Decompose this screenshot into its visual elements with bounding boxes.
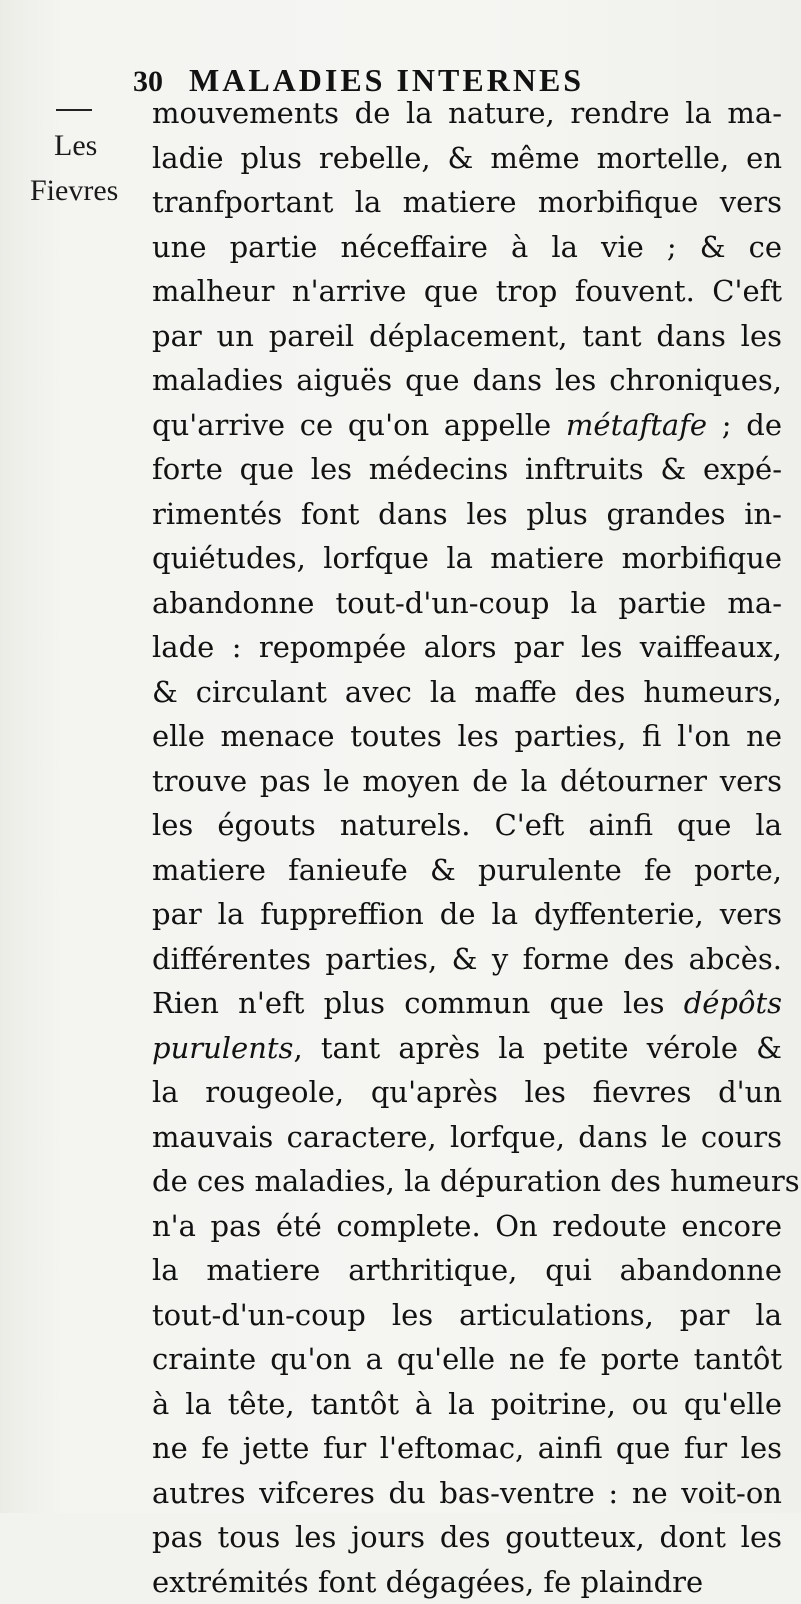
text-line bbox=[152, 492, 782, 537]
text-segment: maladies aiguës que dans les chroniques, bbox=[152, 363, 782, 397]
text-segment: quiétudes, lorfque la matiere morbifique bbox=[152, 541, 782, 575]
text-line bbox=[152, 91, 782, 136]
text-segment: par la fuppreffion de la dyffenterie, vers bbox=[152, 897, 782, 931]
text-line bbox=[152, 225, 782, 270]
text-segment: à la tête, tantôt à la poitrine, ou qu'elle bbox=[152, 1387, 782, 1421]
text-segment: n'a pas été complete. On redoute encore bbox=[152, 1209, 782, 1243]
text-line bbox=[152, 1426, 782, 1471]
text-segment: rimentés font dans les plus grandes in- bbox=[152, 497, 782, 531]
text-segment: ne fe jette fur l'eftomac, ainfi que fur les bbox=[152, 1431, 782, 1465]
text-segment: mauvais caractere, lorfque, dans le cours bbox=[152, 1120, 782, 1154]
text-segment: qu'arrive ce qu'on appelle bbox=[152, 408, 566, 442]
text-segment: la matiere arthritique, qui abandonne bbox=[152, 1253, 782, 1287]
text-segment: crainte qu'on a qu'elle ne fe porte tantôt bbox=[152, 1342, 782, 1376]
text-segment: Rien n'eft plus commun que les bbox=[152, 986, 684, 1020]
text-segment: ; de bbox=[707, 408, 782, 442]
text-line bbox=[152, 1204, 782, 1249]
text-line bbox=[152, 937, 782, 982]
text-line bbox=[152, 314, 782, 359]
margin-rule bbox=[56, 109, 92, 111]
text-segment: la rougeole, qu'après les fievres d'un bbox=[152, 1075, 782, 1109]
text-line bbox=[152, 180, 782, 225]
text-segment: extrémités font dégagées, fe plaindre bbox=[152, 1565, 703, 1599]
italic-text: métaftafe bbox=[566, 408, 707, 442]
text-line bbox=[152, 981, 782, 1026]
text-line bbox=[152, 848, 782, 893]
text-line bbox=[152, 1337, 782, 1382]
text-line bbox=[152, 714, 782, 759]
running-title: MALADIES INTERNES bbox=[189, 62, 584, 98]
text-line bbox=[152, 670, 782, 715]
text-line bbox=[152, 269, 782, 314]
text-segment: ladie plus rebelle, & même mortelle, en bbox=[152, 141, 782, 175]
text-line bbox=[152, 1515, 782, 1560]
text-line bbox=[152, 1159, 782, 1204]
text-segment: matiere fanieufe & purulente fe porte, bbox=[152, 853, 782, 887]
text-segment: malheur n'arrive que trop fouvent. C'eft bbox=[152, 274, 782, 308]
text-line bbox=[152, 892, 782, 937]
text-line bbox=[152, 1115, 782, 1160]
text-segment: de ces maladies, la dépuration des humeurs bbox=[152, 1164, 800, 1198]
text-segment: les égouts naturels. C'eft ainfi que la bbox=[152, 808, 782, 842]
margin-note: Fievres bbox=[30, 174, 180, 208]
text-segment: trouve pas le moyen de la détourner vers bbox=[152, 764, 782, 798]
text-line bbox=[152, 1070, 782, 1115]
text-line bbox=[152, 1382, 782, 1427]
text-line bbox=[152, 358, 782, 403]
text-segment: lade : repompée alors par les vaiffeaux, bbox=[152, 630, 782, 664]
text-segment: , tant après la petite vérole & bbox=[293, 1031, 782, 1065]
text-line bbox=[152, 581, 782, 626]
body-text bbox=[152, 91, 782, 1604]
text-line bbox=[152, 536, 782, 581]
text-segment: pas tous les jours des goutteux, dont les bbox=[152, 1520, 782, 1554]
text-segment: forte que les médecins inftruits & expé- bbox=[152, 452, 782, 486]
text-segment: tranfportant la matiere morbifique vers bbox=[152, 185, 782, 219]
text-line bbox=[152, 1293, 782, 1338]
text-line bbox=[152, 1471, 782, 1516]
text-segment: différentes parties, & y forme des abcès. bbox=[152, 942, 782, 976]
text-line bbox=[152, 1026, 782, 1071]
text-line bbox=[152, 1248, 782, 1293]
page-number: 30 bbox=[133, 65, 163, 98]
text-line bbox=[152, 403, 782, 448]
italic-text: dépôts bbox=[684, 986, 782, 1020]
text-segment: par un pareil déplacement, tant dans les bbox=[152, 319, 782, 353]
text-line bbox=[152, 625, 782, 670]
text-segment: une partie néceffaire à la vie ; & ce bbox=[152, 230, 782, 264]
text-segment: tout-d'un-coup les articulations, par la bbox=[152, 1298, 782, 1332]
text-line bbox=[152, 447, 782, 492]
text-line bbox=[152, 136, 782, 181]
text-segment: abandonne tout-d'un-coup la partie ma- bbox=[152, 586, 782, 620]
text-line bbox=[152, 1560, 782, 1604]
text-line bbox=[152, 759, 782, 804]
text-line bbox=[152, 803, 782, 848]
text-segment: autres vifceres du bas-ventre : ne voit-on bbox=[152, 1476, 782, 1510]
text-segment: mouvements de la nature, rendre la ma- bbox=[152, 96, 782, 130]
text-segment: & circulant avec la maffe des humeurs, bbox=[152, 675, 782, 709]
italic-text: purulents bbox=[152, 1031, 293, 1065]
margin-note: Les bbox=[54, 129, 204, 163]
text-segment: elle menace toutes les parties, fi l'on ne bbox=[152, 719, 782, 753]
